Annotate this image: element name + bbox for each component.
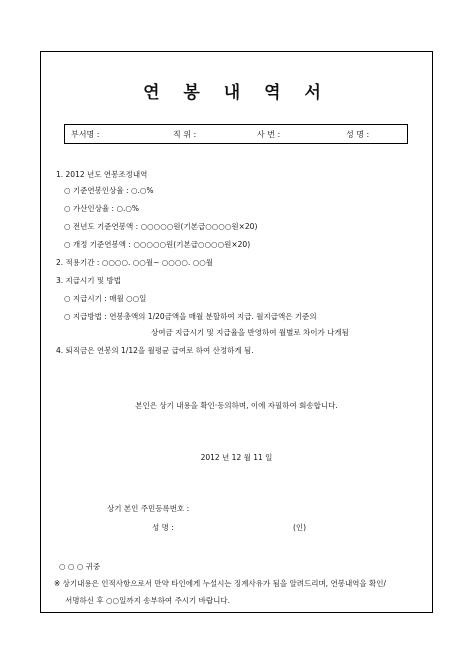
footnote-line1: ※ 상기내용은 인적사항으로서 만약 타인에게 누설시는 징계사유가 됨을 알려드리며, 연봉내역을 확인/ (54, 579, 387, 588)
section2-period: 2. 적용기간 : ○○○○. ○○월~ ○○○○. ○○월 (56, 258, 214, 267)
footnote-line2: 서명하신 후 ○○일까지 송부하여 주시기 바랍니다. (65, 596, 231, 605)
document-title: 연 봉 내 역 서 (143, 83, 330, 103)
seal-mark: (인) (293, 523, 307, 532)
section3-item-pay-method: ○ 지급방법 : 연봉총액의 1/20금액을 매월 분할하여 지급. 월지급액은 기준의 (64, 312, 317, 321)
name-label: 성 명 : (346, 130, 370, 139)
position-label: 직 위 : (173, 130, 197, 139)
section3-header: 3. 지급시기 및 방법 (56, 276, 122, 285)
section3-item-pay-date: ○ 지급시기 : 매월 ○○일 (64, 294, 147, 303)
section1-item-base-raise: ○ 기준연봉인상율 : ○.○% (64, 186, 154, 195)
employee-info-bar (64, 124, 408, 144)
signature-name-label: 성 명 : (152, 523, 174, 532)
section1-item-prev-salary: ○ 전년도 기준연봉액 : ○○○○○원(기본급○○○○원×20) (64, 222, 258, 231)
section1-item-extra-raise: ○ 가산인상율 : ○.○% (64, 204, 140, 213)
section1-item-new-salary: ○ 개정 기준연봉액 : ○○○○○원(기본급○○○○원×20) (64, 240, 251, 249)
document-page (40, 51, 433, 613)
dept-label: 부서명 : (71, 130, 100, 139)
id-number-label: 상기 본인 주민등록번호 : (107, 504, 190, 513)
section3-item-pay-method-cont: 상여금 지급시기 및 지급율을 반영하여 월별로 차이가 나게됨 (151, 328, 349, 337)
document-date: 2012 년 12 월 11 일 (200, 453, 273, 462)
section4-severance: 4. 퇴직금은 연봉의 1/12을 월평균 급여로 하여 산정하게 됨. (56, 346, 254, 355)
recipient: ○ ○ ○ 귀중 (59, 562, 101, 571)
confirmation-text: 본인은 상기 내용을 확인·동의하며, 이에 자필하여 회송합니다. (135, 401, 338, 410)
section1-header: 1. 2012 년도 연봉조정내역 (56, 170, 148, 179)
emp-no-label: 사 번 : (257, 130, 281, 139)
